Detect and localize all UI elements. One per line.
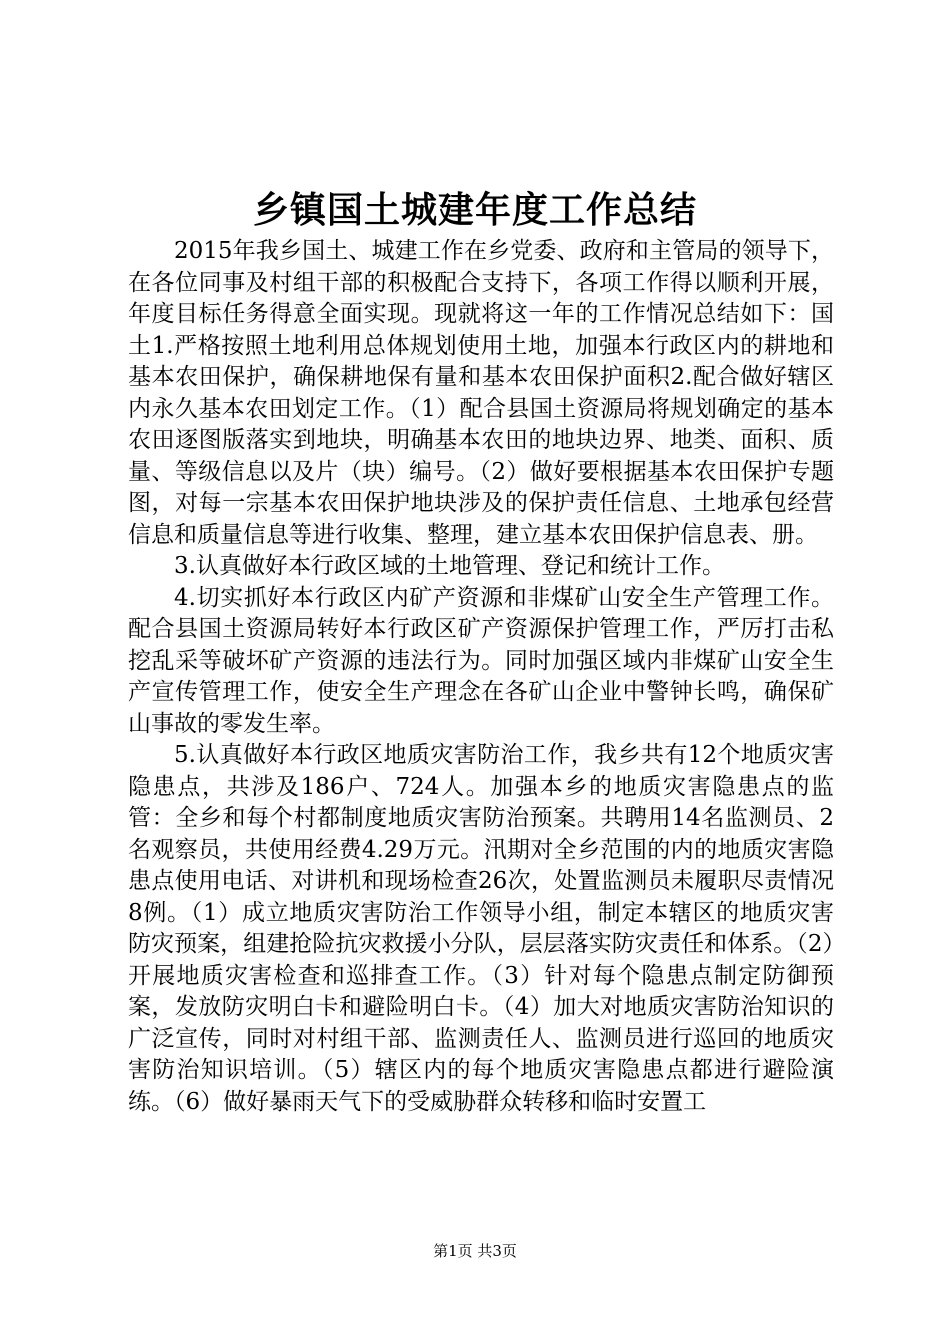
paragraph-intro-land: 2015年我乡国土、城建工作在乡党委、政府和主管局的领导下，在各位同事及村组干部的积极配合支持下，各项工作得以顺利开展，年度目标任务得意全面实现。现就将这一年的工作情况总结如下：国土1.严格按照土地利用总体规划使用土地，加强本行政区内的耕地和基本农田保护，确保耕地保有量和基本农田保护面积2.配合做好辖区内永久基本农田划定工作。（1）配合县国土资源局将规划确定的基本农田逐图版落实到地块，明确基本农田的地块边界、地类、面积、质量、等级信息以及片（块）编号。（2）做好要根据基本农田保护专题图，对每一宗基本农田保护地块涉及的保护责任信息、土地承包经营信息和质量信息等进行收集、整理，建立基本农田保护信息表、册。 <box>128 238 834 548</box>
paragraph-geological-disaster: 5.认真做好本行政区地质灾害防治工作，我乡共有12个地质灾害隐患点，共涉及186户、724人。加强本乡的地质灾害隐患点的监管：全乡和每个村都制度地质灾害防治预案。共聘用14名监测员、2名观察员，共使用经费4.29万元。汛期对全乡范围的内的地质灾害隐患点使用电话、对讲机和现场检查26次，处置监测员未履职尽责情况8例。（1）成立地质灾害防治工作领导小组，制定本辖区的地质灾害防灾预案，组建抢险抗灾救援小分队，层层落实防灾责任和体系。（2）开展地质灾害检查和巡排查工作。（3）针对每个隐患点制定防御预案，发放防灾明白卡和避险明白卡。（4）加大对地质灾害防治知识的广泛宣传，同时对村组干部、监测责任人、监测员进行巡回的地质灾害防治知识培训。（5）辖区内的每个地质灾害隐患点都进行避险演练。（6）做好暴雨天气下的受威胁群众转移和临时安置工 <box>128 742 834 1115</box>
document-title: 乡镇国土城建年度工作总结 <box>252 189 697 231</box>
page-footer: 第1页 共3页 <box>433 1242 517 1260</box>
paragraph-land-registration: 3.认真做好本行政区域的土地管理、登记和统计工作。 <box>174 553 725 579</box>
paragraph-mineral-safety: 4.切实抓好本行政区内矿产资源和非煤矿山安全生产管理工作。配合县国土资源局转好本行政区矿产资源保护管理工作，严厉打击私挖乱采等破坏矿产资源的违法行为。同时加强区域内非煤矿山安全生产宣传管理工作，使安全生产理念在各矿山企业中警钟长鸣，确保矿山事故的零发生率。 <box>128 584 834 737</box>
document-body <box>128 236 834 1118</box>
